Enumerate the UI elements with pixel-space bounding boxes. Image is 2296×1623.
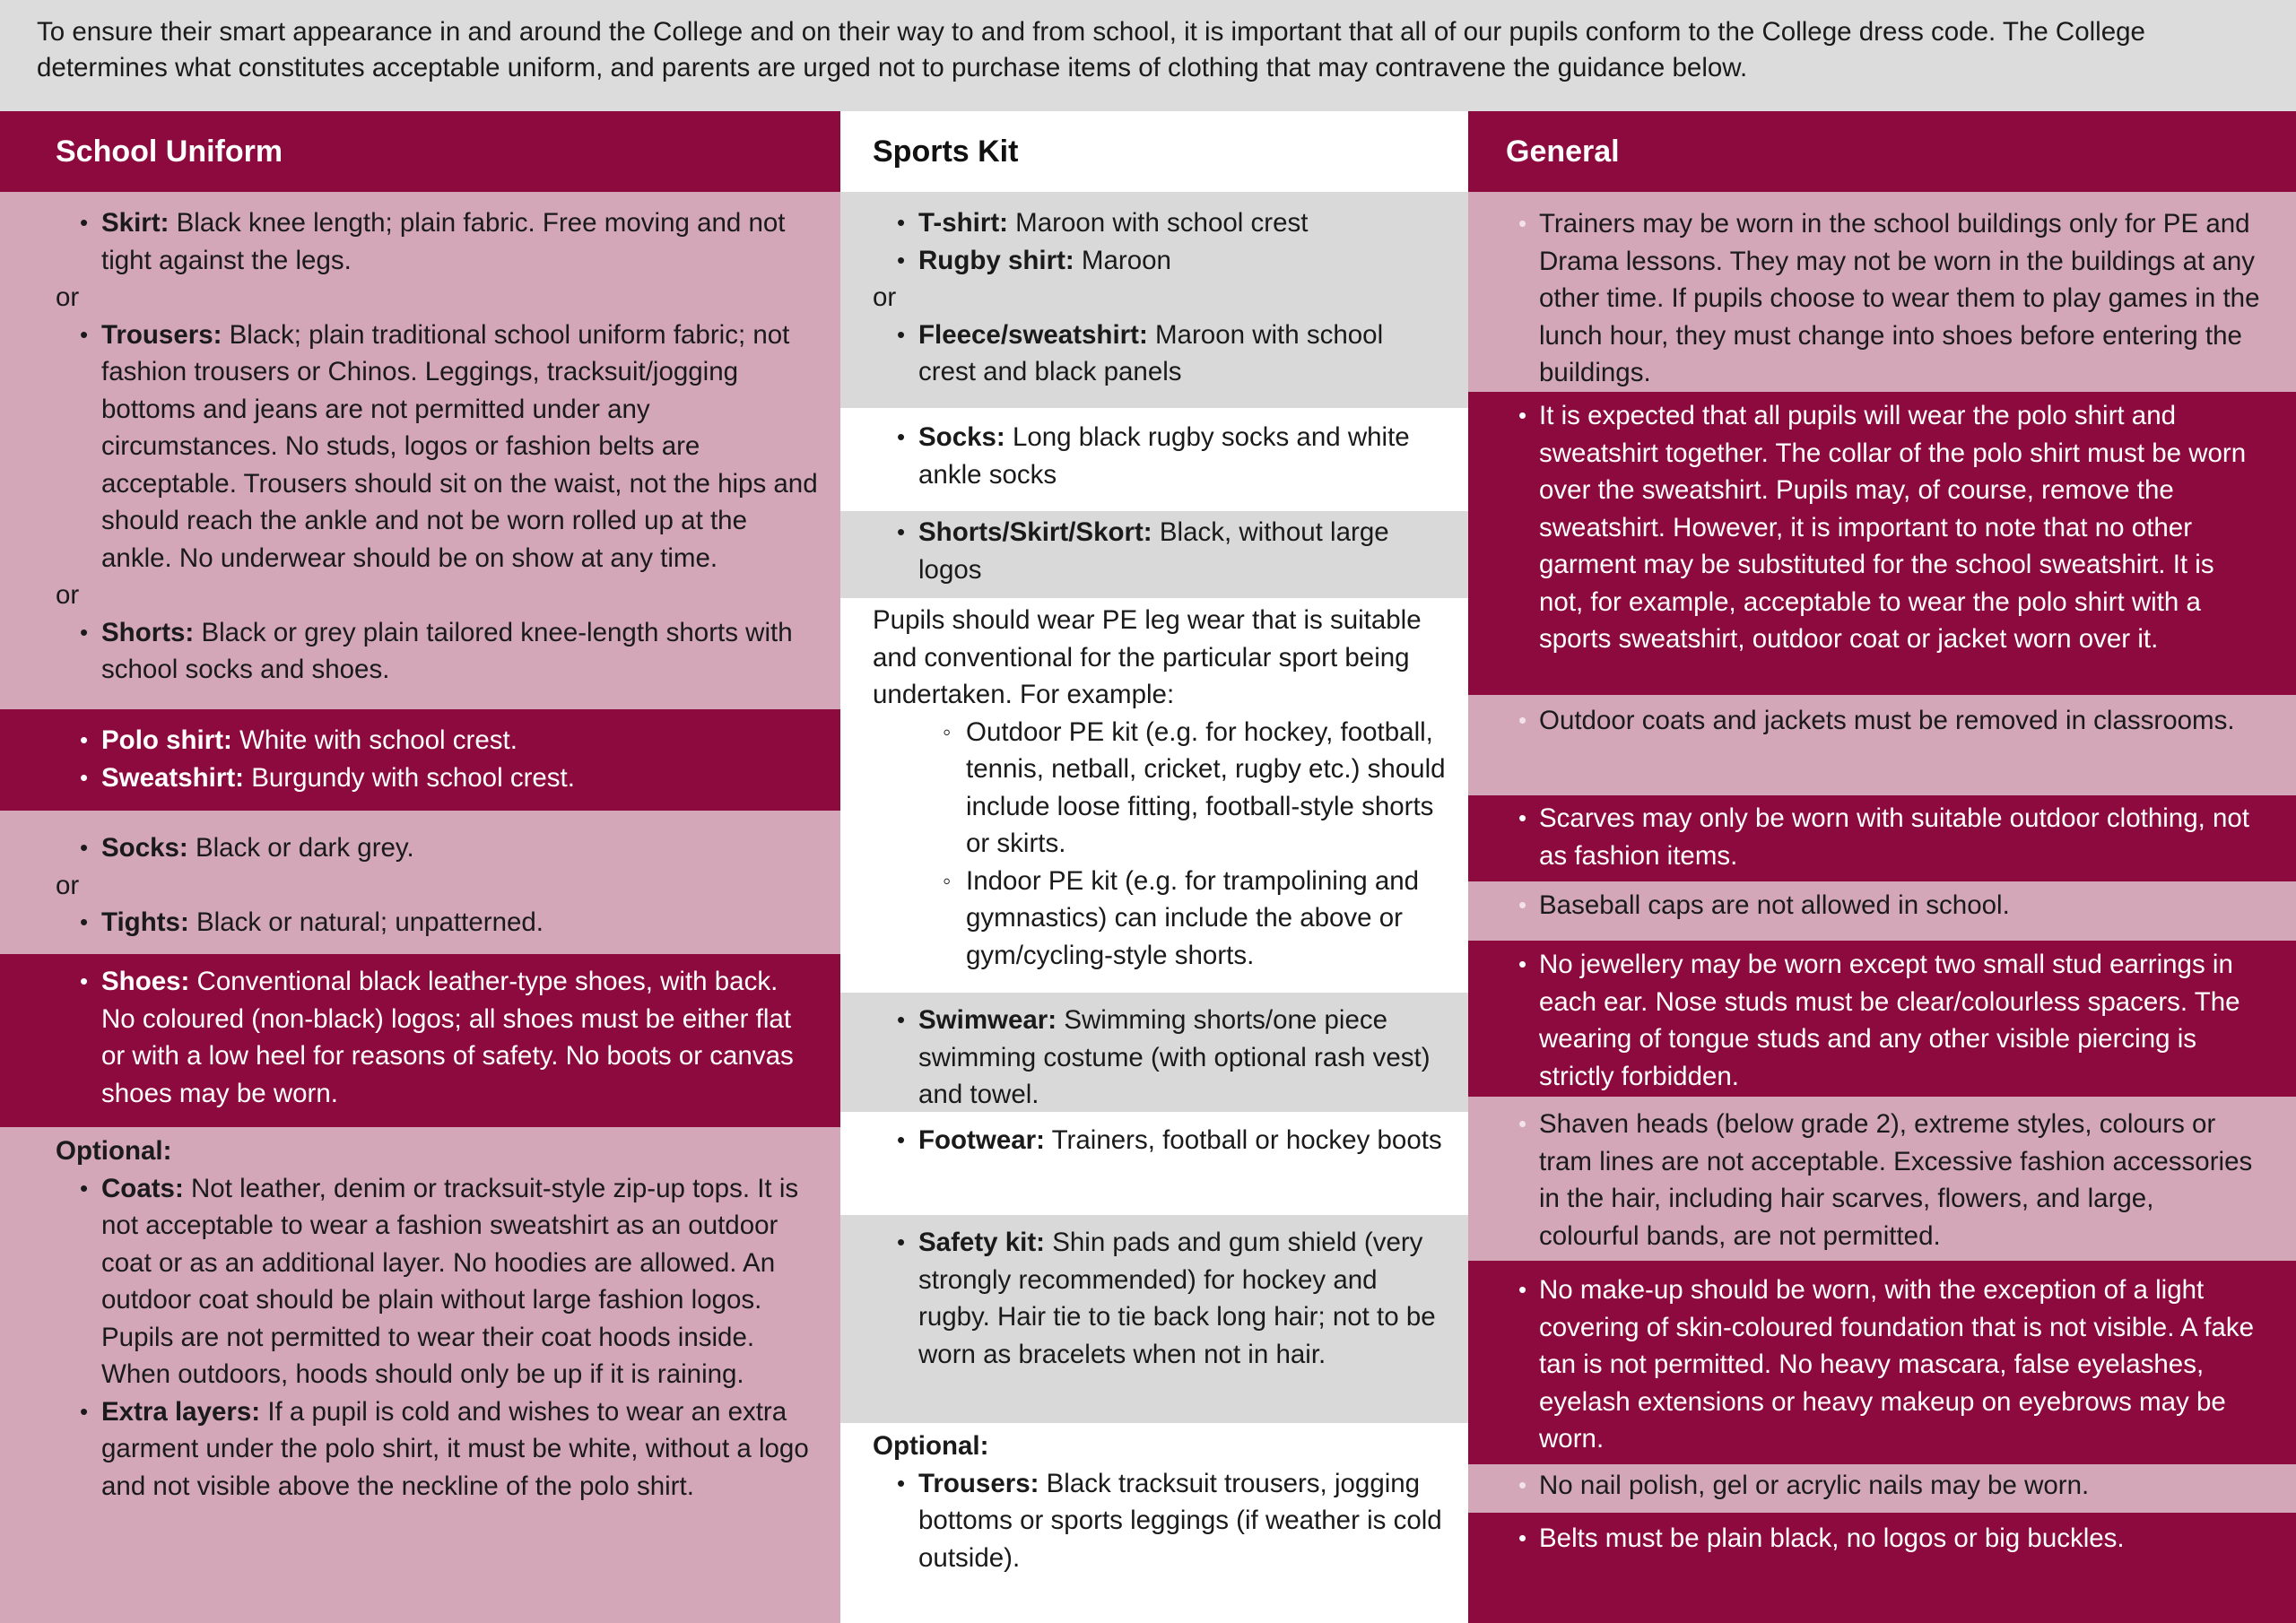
optional-heading: Optional: bbox=[56, 1136, 172, 1166]
swimwear-section bbox=[840, 993, 1468, 1112]
or-text: or bbox=[56, 282, 80, 312]
general-column bbox=[1468, 111, 2296, 1623]
safety-kit-section bbox=[840, 1215, 1468, 1423]
trousers-label: Trousers: bbox=[101, 319, 222, 350]
caps-rule: • Baseball caps are not allowed in school. bbox=[1506, 887, 2260, 924]
shoes-text: Conventional black leather-type shoes, with back. No coloured (non-black) logos; all shoes must be either flat or with a low heel for reasons of safety. No boots or canvas shoes may be worn. bbox=[101, 967, 794, 1108]
general-row bbox=[1468, 1464, 2296, 1513]
nails-rule: • No nail polish, gel or acrylic nails may be worn. bbox=[1506, 1467, 2260, 1505]
or-text: or bbox=[873, 282, 897, 312]
general-row bbox=[1468, 192, 2296, 392]
outdoor-pe-kit-item: ◦ Outdoor PE kit (e.g. for hockey, football, tennis, netball, cricket, rugby etc.) should include loose fitting, football-style shorts or skirts. bbox=[873, 714, 1447, 863]
sports-kit-column bbox=[840, 111, 1468, 1623]
optional-uniform-section bbox=[0, 1127, 840, 1623]
sports-kit-heading: Sports Kit bbox=[840, 111, 1468, 192]
sports-socks-label: Socks: bbox=[918, 422, 1005, 452]
scarves-rule: • Scarves may only be worn with suitable outdoor clothing, not as fashion items. bbox=[1506, 800, 2260, 874]
tights-text: Black or natural; unpatterned. bbox=[188, 907, 544, 937]
sweatshirt-item bbox=[56, 759, 819, 797]
trousers-item bbox=[56, 317, 819, 577]
indoor-pe-kit-item: ◦ Indoor PE kit (e.g. for trampolining and gymnastics) can include the above or gym/cycling-style shorts. bbox=[873, 863, 1447, 975]
fleece-label: Fleece/sweatshirt: bbox=[918, 319, 1148, 350]
coats-text: Not leather, denim or tracksuit-style zip-up tops. It is not acceptable to wear a fashion sweatshirt as an outdoor coat or as an additional layer. No hoodies are allowed. An outdoor coat should be plain without large fashion logos. Pupils are not permitted to wear their coat hoods inside. When outdoors, hoods should only be up if it is raining. bbox=[101, 1173, 799, 1389]
jewellery-rule: • No jewellery may be worn except two small stud earrings in each ear. Nose studs must be clear/colourless spacers. The wearing of tongue studs and any other visible piercing is strictly forbidden. bbox=[1506, 946, 2260, 1095]
legwear-section bbox=[0, 811, 840, 954]
general-row bbox=[1468, 1261, 2296, 1464]
fleece-text: Maroon with school crest and black panels bbox=[918, 319, 1384, 386]
rugby-shirt-text: Maroon bbox=[1074, 245, 1171, 275]
shorts-text: Black or grey plain tailored knee-length shorts with school socks and shoes. bbox=[101, 617, 793, 684]
or-text: or bbox=[56, 580, 80, 610]
socks-text: Black or dark grey. bbox=[187, 833, 414, 863]
sports-socks-item bbox=[873, 419, 1447, 493]
optional-sports-section bbox=[840, 1423, 1468, 1623]
tops-section bbox=[0, 709, 840, 811]
tracksuit-trousers-label: Trousers: bbox=[918, 1468, 1039, 1498]
sports-socks-text: Long black rugby socks and white ankle socks bbox=[918, 422, 1410, 490]
tracksuit-trousers-item bbox=[873, 1465, 1447, 1577]
coats-rule: • Outdoor coats and jackets must be removed in classrooms. bbox=[1506, 702, 2260, 740]
trousers-text: Black; plain traditional school uniform fabric; not fashion trousers or Chinos. Leggings, tracksuit/jogging bottoms and jeans are not permitted under any circumstances. No studs, logos or fashion belts are acceptable. Trousers should sit on the waist, not the hips and should reach the ankle and not be worn rolled up at the ankle. No underwear should be on show at any time. bbox=[101, 319, 818, 573]
sports-tops-section bbox=[840, 192, 1468, 408]
pe-legwear-intro: Pupils should wear PE leg wear that is suitable and conventional for the particular sport being undertaken. For example: bbox=[873, 605, 1422, 709]
sports-shorts-text: Black, without large logos bbox=[918, 517, 1389, 585]
safety-kit-label: Safety kit: bbox=[918, 1228, 1045, 1257]
tights-item bbox=[56, 904, 819, 942]
sports-socks-section bbox=[840, 408, 1468, 511]
footwear-item bbox=[873, 1122, 1447, 1159]
dress-code-columns bbox=[0, 111, 2296, 1623]
footwear-text: Trainers, football or hockey boots bbox=[1044, 1125, 1442, 1155]
socks-label: Socks: bbox=[101, 833, 188, 863]
sweatshirt-text: Burgundy with school crest. bbox=[244, 762, 575, 793]
hair-rule: • Shaven heads (below grade 2), extreme styles, colours or tram lines are not acceptable. Excessive fashion accessories in the hair, including hair scarves, flowers, and large, colourful bands, are not permitted. bbox=[1506, 1106, 2260, 1254]
polo-sweatshirt-rule: • It is expected that all pupils will wear the polo shirt and sweatshirt together. The collar of the polo shirt must be worn over the sweatshirt. Pupils may, of course, remove the sweatshirt. However, it is important to note that no other garment may be substituted for the school sweatshirt. It is not, for example, acceptable to wear the polo shirt with a sports sweatshirt, outdoor coat or jacket worn over it. bbox=[1506, 397, 2260, 658]
general-row bbox=[1468, 795, 2296, 881]
fleece-item bbox=[873, 317, 1447, 391]
rugby-shirt-label: Rugby shirt: bbox=[918, 245, 1074, 275]
swimwear-text: Swimming shorts/one piece swimming costume (with optional rash vest) and towel. bbox=[918, 1005, 1431, 1109]
shorts-label: Shorts: bbox=[101, 617, 195, 647]
lower-garments-section bbox=[0, 192, 840, 709]
general-row bbox=[1468, 695, 2296, 795]
shorts-item bbox=[56, 614, 819, 689]
coats-label: Coats: bbox=[101, 1173, 184, 1203]
skirt-item bbox=[56, 204, 819, 279]
coats-item bbox=[56, 1170, 819, 1393]
extra-layers-text: If a pupil is cold and wishes to wear an extra garment under the polo shirt, it must be white, without a logo and not visible above the neckline of the polo shirt. bbox=[101, 1396, 809, 1501]
sweatshirt-label: Sweatshirt: bbox=[101, 762, 245, 793]
makeup-rule: • No make-up should be worn, with the exception of a light covering of skin-coloured foundation that is not visible. A fake tan is not permitted. No heavy mascara, false eyelashes, eyelash extensions or heavy makeup on eyebrows may be worn. bbox=[1506, 1271, 2260, 1458]
shoes-item bbox=[56, 963, 819, 1112]
tracksuit-trousers-text: Black tracksuit trousers, jogging bottoms or sports leggings (if weather is cold outside). bbox=[918, 1468, 1442, 1573]
skirt-text: Black knee length; plain fabric. Free moving and not tight against the legs. bbox=[101, 208, 786, 275]
optional-heading: Optional: bbox=[873, 1431, 989, 1461]
socks-item bbox=[56, 829, 819, 867]
footwear-section bbox=[840, 1112, 1468, 1215]
pe-legwear-section bbox=[840, 598, 1468, 993]
skirt-label: Skirt: bbox=[101, 208, 170, 238]
tshirt-item bbox=[873, 204, 1447, 242]
swimwear-item bbox=[873, 1002, 1447, 1114]
tights-label: Tights: bbox=[101, 907, 189, 937]
sports-shorts-label: Shorts/Skirt/Skort: bbox=[918, 517, 1152, 547]
general-row bbox=[1468, 881, 2296, 941]
shoes-section bbox=[0, 954, 840, 1127]
general-heading: General bbox=[1468, 111, 2296, 192]
tshirt-label: T-shirt: bbox=[918, 208, 1008, 238]
tshirt-text: Maroon with school crest bbox=[1007, 208, 1309, 238]
rugby-shirt-item bbox=[873, 242, 1447, 280]
trainers-rule: • Trainers may be worn in the school buildings only for PE and Drama lessons. They may not be worn in the buildings at any other time. If pupils choose to wear them to play games in the lunch hour, they must change into shoes before entering the buildings. bbox=[1506, 205, 2260, 392]
intro-paragraph: To ensure their smart appearance in and around the College and on their way to and from school, it is important that all of our pupils conform to the College dress code. The College determines what constitutes acceptable uniform, and parents are urged not to purchase items of clothing that may contravene the guidance below. bbox=[0, 0, 2296, 111]
general-row bbox=[1468, 392, 2296, 695]
polo-shirt-item bbox=[56, 722, 819, 759]
swimwear-label: Swimwear: bbox=[918, 1005, 1057, 1035]
sports-shorts-section bbox=[840, 511, 1468, 598]
or-text: or bbox=[56, 870, 80, 900]
school-uniform-column bbox=[0, 111, 840, 1623]
general-row bbox=[1468, 1097, 2296, 1261]
school-uniform-heading: School Uniform bbox=[0, 111, 840, 192]
sports-shorts-item bbox=[873, 514, 1447, 588]
general-row bbox=[1468, 941, 2296, 1097]
safety-kit-item bbox=[873, 1224, 1447, 1373]
footwear-label: Footwear: bbox=[918, 1125, 1045, 1155]
extra-layers-item bbox=[56, 1393, 819, 1506]
belts-rule: • Belts must be plain black, no logos or big buckles. bbox=[1506, 1520, 2260, 1558]
polo-shirt-label: Polo shirt: bbox=[101, 725, 232, 755]
safety-kit-text: Shin pads and gum shield (very strongly recommended) for hockey and rugby. Hair tie to tie back long hair; not to be worn as bracelets when not in hair. bbox=[918, 1228, 1436, 1369]
general-row bbox=[1468, 1513, 2296, 1623]
shoes-label: Shoes: bbox=[101, 967, 190, 996]
extra-layers-label: Extra layers: bbox=[101, 1396, 261, 1427]
polo-shirt-text: White with school crest. bbox=[231, 725, 517, 755]
